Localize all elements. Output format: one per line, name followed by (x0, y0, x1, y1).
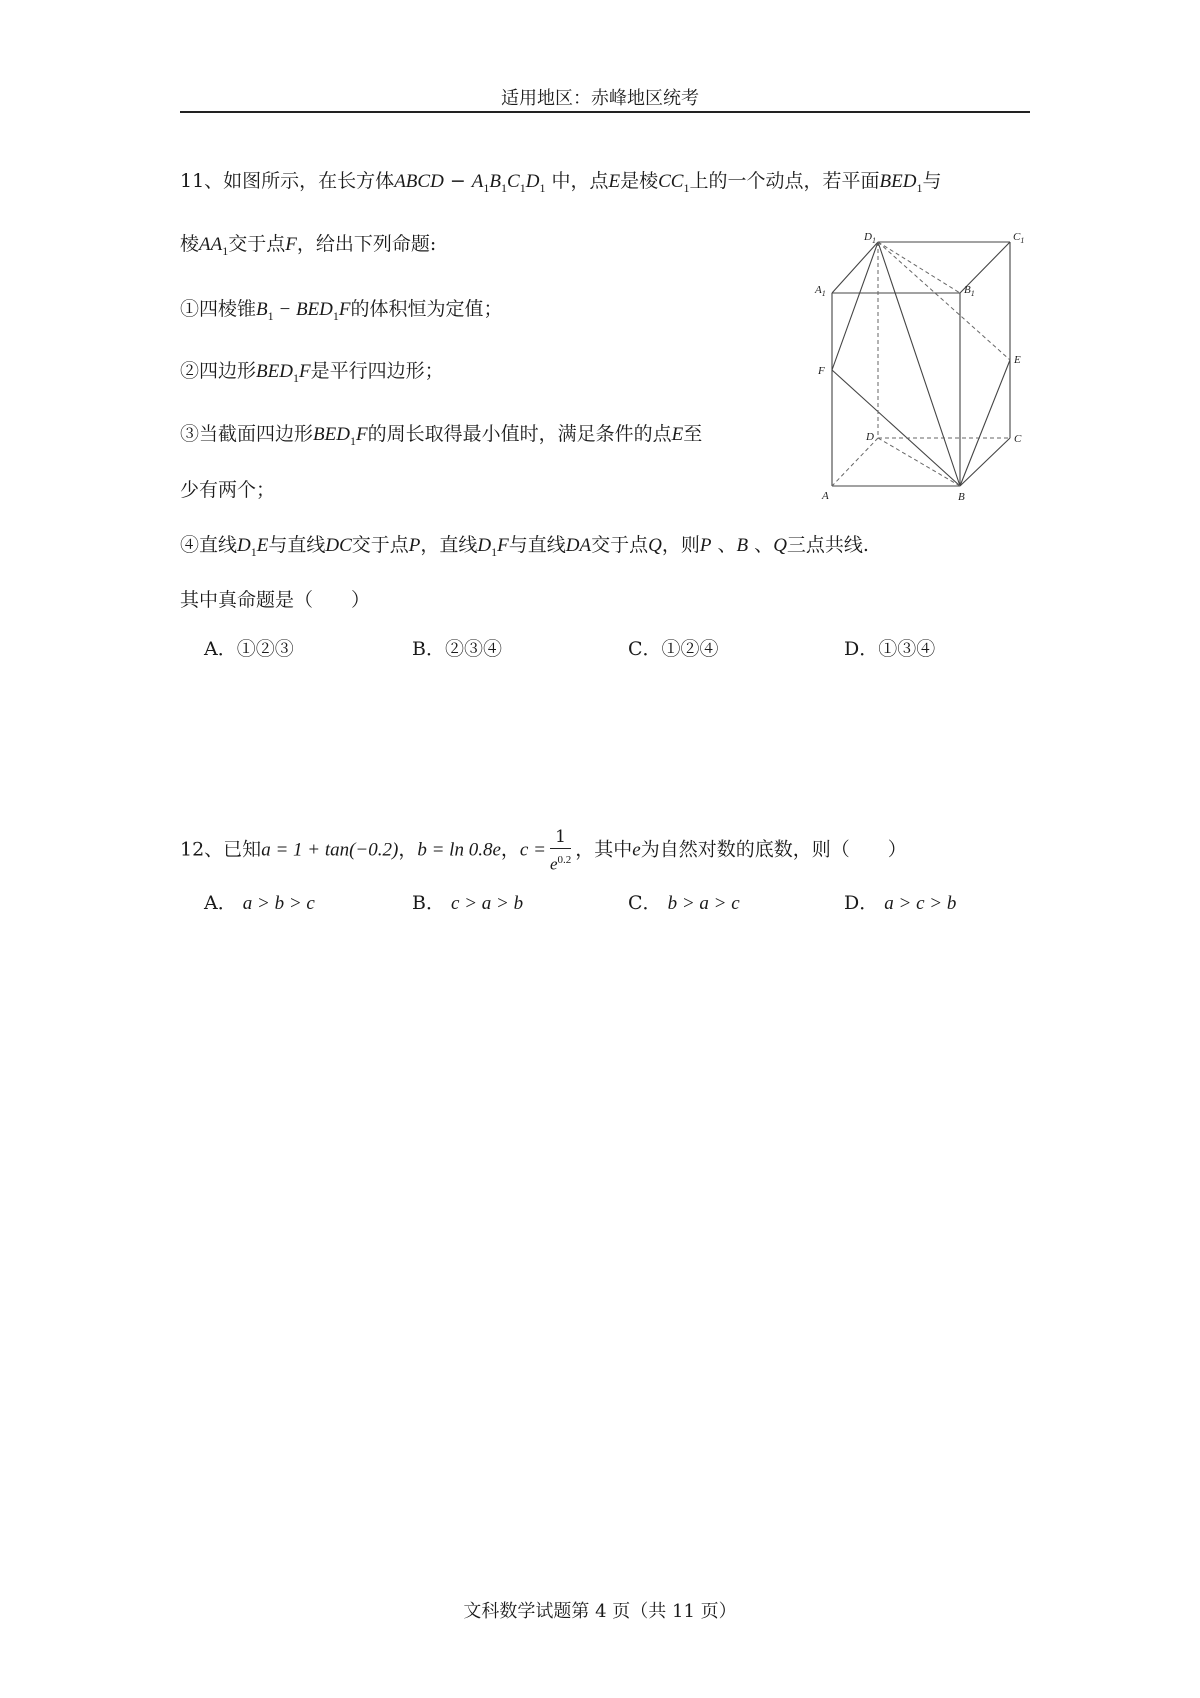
label-f: F (818, 365, 825, 377)
statement-2-text: ②四边形 (180, 360, 257, 382)
statement-4-text: ，直线 (420, 534, 478, 556)
label-c1: $C_1$ (1013, 231, 1025, 245)
edge-bc (960, 438, 1010, 486)
statement-4-text: ④直线 (180, 534, 238, 556)
statement-1-text: 的体积恒为定值； (350, 298, 503, 320)
point-b-label: B (736, 535, 749, 556)
statement-2-text: 是平行四边形； (310, 360, 444, 382)
line-d1e-label: $D_1E$ (237, 535, 269, 559)
q12-c-lhs: c = (519, 839, 546, 861)
cuboid-figure (810, 230, 1030, 505)
diag-db-hidden (878, 438, 960, 486)
pyramid-label: $B_1 - BED_1F$ (256, 299, 351, 323)
q11-option-b[interactable]: B．②③④ (412, 638, 502, 660)
statement-3 (180, 419, 702, 449)
quadrilateral-label: $BED_1F$ (313, 424, 368, 448)
label-b1: $B_1$ (964, 284, 975, 298)
q12-text: ，其中 (575, 838, 633, 861)
q11-text: 上的一个动点，若平面 (689, 170, 880, 192)
statement-2 (180, 356, 444, 386)
edge-d1a1 (832, 242, 878, 293)
edge-aa1-label: $AA_1$ (199, 234, 229, 258)
statement-4-text: 交于点 (591, 534, 649, 556)
statement-3-text: 的周长取得最小值时，满足条件的点 (367, 423, 672, 445)
point-f-label: F (285, 234, 297, 255)
point-q-label: Q (773, 535, 787, 556)
statement-4: ④直线$D_1E$与直线DC交于点P，直线$D_1F$与直线DA交于点Q，则P 、B 、Q三点共线. (180, 534, 869, 559)
cuboid-base-label: ABCD (394, 171, 444, 192)
label-a: A (822, 490, 829, 502)
header-rule (180, 111, 1030, 113)
statement-4-text: ，则 (661, 534, 700, 556)
q11-text: 是棱 (620, 170, 659, 192)
label-b: B (958, 491, 965, 503)
line-dc-label: DC (325, 535, 352, 556)
point-e-label: E (671, 424, 684, 445)
statement-4-text: 与直线 (508, 534, 566, 556)
statement-4-text: 交于点 (351, 534, 409, 556)
q11-option-d[interactable]: D．①③④ (844, 638, 936, 660)
e-symbol: e (632, 839, 641, 861)
point-e-label: E (608, 171, 621, 192)
q11-line-1 (180, 166, 941, 196)
point-p-label: P (408, 535, 421, 556)
plane-bed1-label: $BED_1$ (879, 171, 923, 195)
label-e: E (1014, 354, 1021, 366)
q12-option-d[interactable]: D． a > c > b (844, 892, 957, 914)
point-q-label: Q (648, 535, 662, 556)
q11-text: 棱 (180, 233, 200, 255)
label-a1: $A_1$ (815, 284, 826, 298)
q11-line-2 (180, 229, 436, 259)
cuboid-top-label: $A_1B_1C_1D_1$ (471, 171, 546, 195)
quadrilateral-label: $BED_1F$ (256, 361, 311, 385)
q12-c-fraction: $\frac{1}{e^{0.2}}$ (549, 827, 572, 874)
point-p-label: P (699, 535, 712, 556)
edge-be (960, 360, 1010, 486)
q12-b-expression: b = ln 0.8e (417, 839, 501, 861)
q11-option-a[interactable]: A．①②③ (204, 638, 294, 660)
statement-3-cont: 少有两个； (180, 479, 276, 501)
statement-4-text: 三点共线. (786, 534, 869, 556)
label-d: D (866, 431, 874, 443)
q12-option-c[interactable]: C． b > a > c (628, 892, 740, 914)
q11-text: 交于点 (228, 233, 286, 255)
q12-a-expression: a = 1 + tan(−0.2) (261, 839, 399, 861)
edge-da-hidden (832, 438, 878, 486)
page-footer: 文科数学试题第 4 页（共 11 页） (463, 1601, 737, 1622)
line-d1f-label: $D_1F$ (477, 535, 509, 559)
q12-option-b[interactable]: B． c > a > b (412, 892, 524, 914)
statement-1-text: ①四棱锥 (180, 298, 257, 320)
q11-intro-text: 11、如图所示，在长方体 (180, 170, 395, 192)
label-d1: $D_1$ (864, 231, 876, 245)
minus-sign: − (443, 170, 472, 192)
q11-option-c[interactable]: C．①②④ (628, 638, 719, 660)
q11-text: ，给出下列命题: (296, 233, 437, 255)
statement-3-text: 至 (683, 423, 703, 445)
edge-d1f (832, 242, 878, 370)
statement-1 (180, 294, 503, 324)
q12-stem (180, 826, 907, 876)
q12-text: 为自然对数的底数，则（ ） (640, 838, 907, 861)
edge-cc1-label: $CC_1$ (658, 171, 690, 195)
statement-3-text: ③当截面四边形 (180, 423, 314, 445)
q11-prompt: 其中真命题是（ ） (180, 589, 371, 611)
q12-prefix: 12、已知 (180, 838, 262, 861)
diag-d1b1-hidden (878, 242, 960, 293)
q12-option-a[interactable]: A． a > b > c (204, 892, 315, 914)
line-da-label: DA (565, 535, 592, 556)
page-header-title: 适用地区：赤峰地区统考 (501, 88, 699, 109)
q11-text: 与 (922, 170, 942, 192)
statement-4-text: 与直线 (268, 534, 326, 556)
q11-text: 中，点 (551, 170, 609, 192)
separator: ， (500, 838, 520, 861)
separator: ， (398, 838, 418, 861)
label-c: C (1014, 433, 1022, 445)
